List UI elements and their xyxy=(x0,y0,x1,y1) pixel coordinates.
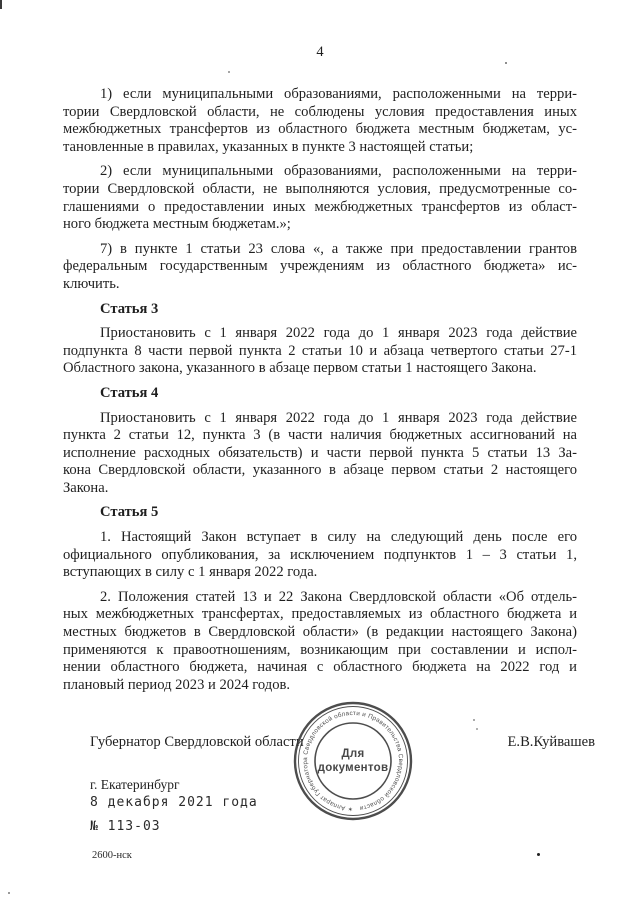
paragraph-line: 1) если муниципальными образованиями, расположенными на терри- xyxy=(100,86,577,102)
paragraph-line: исполнение расходных обязательств) и части первой пункта 5 статьи 13 За- xyxy=(63,444,577,461)
paragraph-line: плановый период 2023 и 2024 годов. xyxy=(63,676,291,693)
signatory-title: Губернатор Свердловской области xyxy=(90,734,304,750)
paragraph-line: применяются к правоотношениям, возникающим при составлении и испол- xyxy=(63,641,577,658)
paragraph-line: нении областного бюджета, начиная с областного бюджета на 2022 год и xyxy=(63,659,577,676)
paragraph-line: ных межбюджетных трансфертах, предоставляемых из областного бюджета и xyxy=(63,606,577,623)
paragraph xyxy=(63,325,577,378)
stamp-center-line2: документов xyxy=(317,762,389,774)
article-heading: Статья 3 xyxy=(100,300,159,317)
article-heading: Статья 5 xyxy=(100,504,159,521)
paragraph-line: глашениями о предоставлении иных межбюджетных трансфертов из област- xyxy=(63,198,577,215)
paragraph-line: федеральным государственным учреждениям из областного бюджета» ис- xyxy=(63,258,577,275)
stamp-ring-text: ✶ Аппарат Губернатора Свердловской области и Правительства Свердловской области xyxy=(301,709,405,813)
article-heading: Статья 4 xyxy=(100,384,159,401)
scan-speck xyxy=(476,728,478,730)
paragraph-line: Закона. xyxy=(63,479,109,496)
paragraph xyxy=(63,589,577,695)
paragraph-line: тановленные в правилах, указанных в пункте 3 настоящей статьи; xyxy=(63,138,474,155)
scan-speck xyxy=(228,71,230,73)
stamp-center-line1: Для xyxy=(341,748,365,760)
paragraph xyxy=(63,529,577,582)
paragraph-line: кона Свердловской области, указанного в абзаце первом статьи 2 настоящего xyxy=(63,462,577,479)
paragraph-line: тории Свердловской области, не выполняются условия, предусмотренные со- xyxy=(63,180,577,197)
paragraph xyxy=(63,86,577,156)
scan-speck xyxy=(537,853,540,856)
scan-corner-mark xyxy=(0,0,2,9)
stamp-circles xyxy=(295,703,411,819)
paragraph xyxy=(63,241,577,294)
paragraph-line: Областного закона, указанного в абзаце первом статьи 1 настоящего Закона. xyxy=(63,360,537,377)
official-stamp xyxy=(291,699,415,823)
scan-speck xyxy=(473,719,475,721)
paragraph-line: подпункта 8 части первой пункта 2 статьи 10 и абзаца четвертого статьи 27-1 xyxy=(63,342,577,359)
paragraph-line: Приостановить с 1 января 2022 года до 1 января 2023 года действие xyxy=(100,325,577,342)
paragraph xyxy=(63,163,577,233)
paragraph-line: Приостановить с 1 января 2022 года до 1 января 2023 года действие xyxy=(100,409,577,426)
paragraph-line: межбюджетных трансфертов из областного бюджета местным бюджетам, ус- xyxy=(63,121,577,138)
paragraph-line: ключить. xyxy=(63,275,120,292)
paragraph-line: местных бюджетов в Свердловской области» (в редакции настоящего Закона) xyxy=(63,624,577,641)
paragraph-line: 2. Положения статей 13 и 22 Закона Свердловской области «Об отдель- xyxy=(100,588,577,605)
paragraph-line: официального опубликования, за исключением подпунктов 1 – 3 статьи 1, xyxy=(63,546,577,563)
document-code: 2600-нск xyxy=(92,850,132,861)
paragraph-line: тории Свердловской области, не соблюдены условия предоставления иных xyxy=(63,103,577,120)
issuance-date: 8 декабря 2021 года xyxy=(90,795,258,810)
document-body xyxy=(63,86,577,701)
paragraph-line: вступающих в силу с 1 января 2022 года. xyxy=(63,564,318,581)
paragraph-line: 7) в пункте 1 статьи 23 слова «, а также при предоставлении грантов xyxy=(100,240,577,257)
issuance-number: № 113-03 xyxy=(90,819,161,834)
paragraph-line: 1. Настоящий Закон вступает в силу на следующий день после его xyxy=(100,529,577,546)
paragraph-line: ного бюджета местным бюджетам.»; xyxy=(63,216,291,233)
signatory-name: Е.В.Куйвашев xyxy=(507,734,595,750)
paragraph-line: 2) если муниципальными образованиями, расположенными на терри- xyxy=(100,163,577,180)
scan-speck xyxy=(505,62,507,64)
scan-speck xyxy=(8,892,10,894)
paragraph xyxy=(63,410,577,498)
page-number: 4 xyxy=(316,44,324,60)
issuance-city: г. Екатеринбург xyxy=(90,777,180,792)
paragraph-line: пункта 2 статьи 12, пункта 3 (в части наличия бюджетных ассигнований на xyxy=(63,427,577,444)
